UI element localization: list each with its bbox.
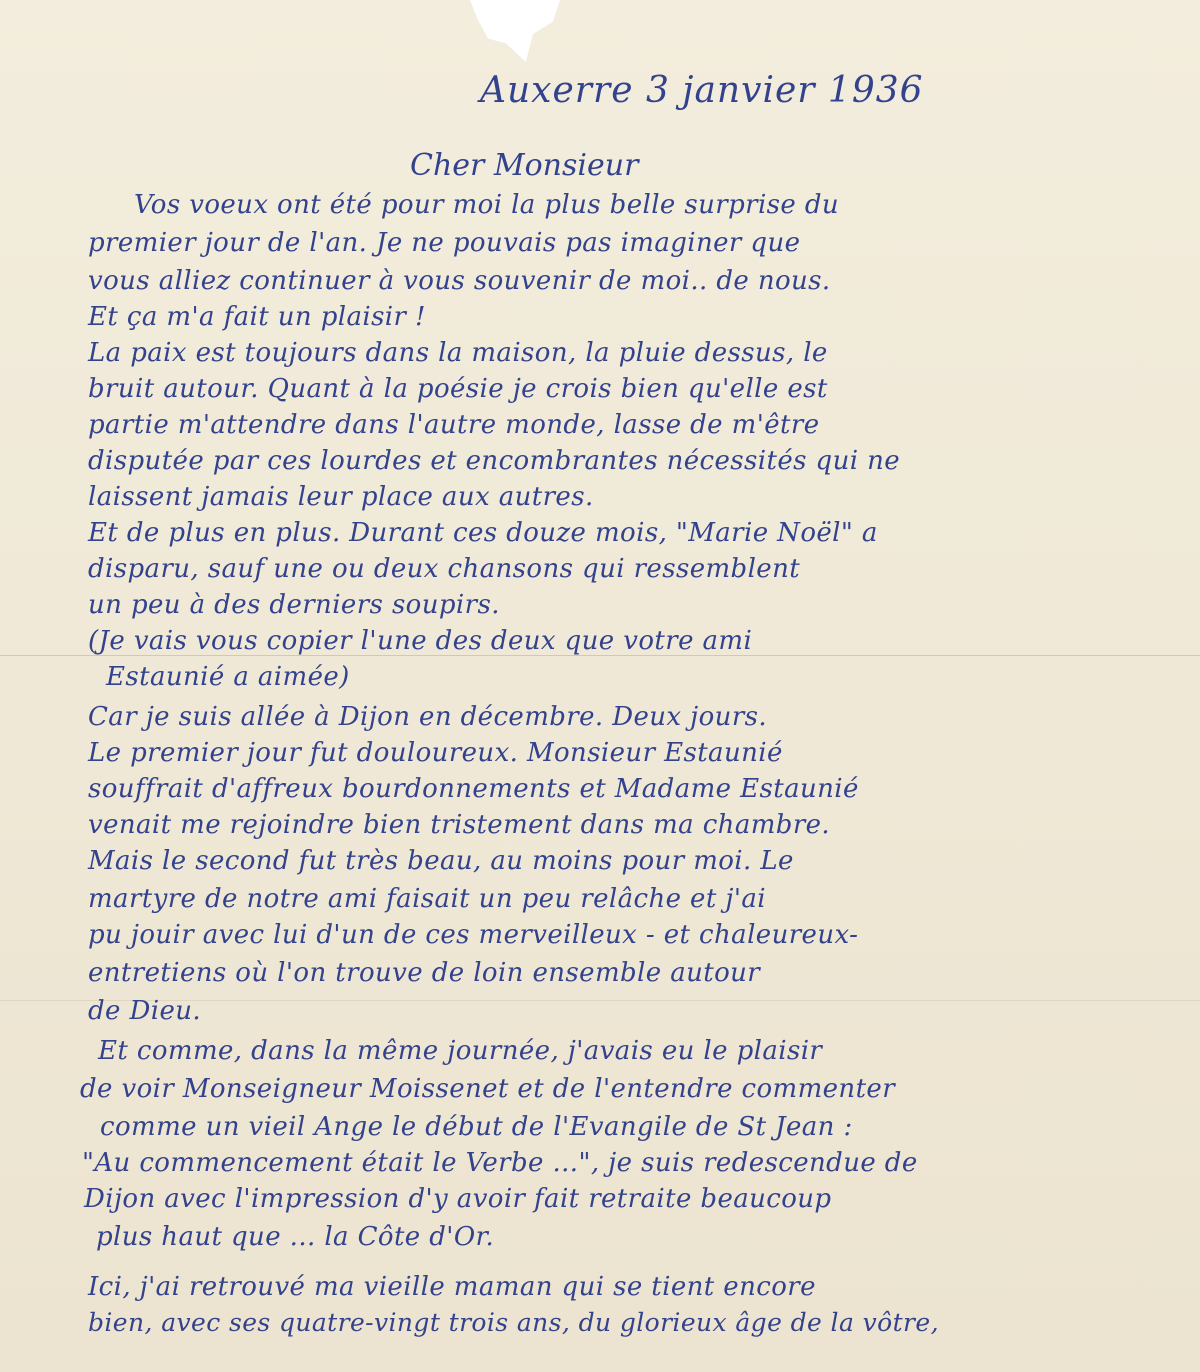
letter-line: un peu à des derniers soupirs. [88,590,500,620]
letter-line: pu jouir avec lui d'un de ces merveilleux - et chaleureux- [88,920,859,950]
letter-line: Estaunié a aimée) [106,662,350,692]
letter-line: La paix est toujours dans la maison, la pluie dessus, le [88,338,828,368]
letter-line: de voir Monseigneur Moissenet et de l'entendre commenter [80,1074,896,1104]
letter-line: (Je vais vous copier l'une des deux que votre ami [88,626,753,656]
letter-line: laissent jamais leur place aux autres. [88,482,594,512]
letter-line: plus haut que ... la Côte d'Or. [96,1222,495,1252]
letter-line: martyre de notre ami faisait un peu relâche et j'ai [88,884,766,914]
letter-line: souffrait d'affreux bourdonnements et Madame Estaunié [88,774,859,804]
letter-line: Ici, j'ai retrouvé ma vieille maman qui se tient encore [88,1272,816,1302]
letter-line: disputée par ces lourdes et encombrantes nécessités qui ne [88,446,901,476]
letter-date: Auxerre 3 janvier 1936 [480,70,924,111]
letter-line: bien, avec ses quatre-vingt trois ans, du glorieux âge de la vôtre, [88,1308,939,1337]
letter-line: entretiens où l'on trouve de loin ensemble autour [88,958,761,988]
letter-line: Mais le second fut très beau, au moins pour moi. Le [88,846,794,876]
letter-line: Et comme, dans la même journée, j'avais eu le plaisir [98,1036,823,1066]
letter-line: Vos voeux ont été pour moi la plus belle surprise du [134,190,840,220]
letter-line: comme un vieil Ange le début de l'Evangile de St Jean : [100,1112,853,1142]
letter-line: Le premier jour fut douloureux. Monsieur Estaunié [88,738,783,768]
letter-salutation: Cher Monsieur [410,148,639,183]
letter-line: vous alliez continuer à vous souvenir de moi.. de nous. [88,266,831,296]
letter-line: premier jour de l'an. Je ne pouvais pas imaginer que [88,228,801,258]
letter-line: disparu, sauf une ou deux chansons qui ressemblent [88,554,801,584]
letter-line: Dijon avec l'impression d'y avoir fait retraite beaucoup [84,1184,832,1214]
letter-line: Et de plus en plus. Durant ces douze mois, "Marie Noël" a [88,518,878,548]
letter-line: Et ça m'a fait un plaisir ! [88,302,426,332]
letter-line: venait me rejoindre bien tristement dans ma chambre. [88,810,831,840]
letter-line: partie m'attendre dans l'autre monde, lasse de m'être [88,410,820,440]
letter-line: Car je suis allée à Dijon en décembre. Deux jours. [88,702,768,732]
letter-line: "Au commencement était le Verbe ...", je suis redescendue de [82,1148,918,1178]
letter-line: bruit autour. Quant à la poésie je crois bien qu'elle est [88,374,828,404]
letter-line: de Dieu. [88,996,202,1026]
